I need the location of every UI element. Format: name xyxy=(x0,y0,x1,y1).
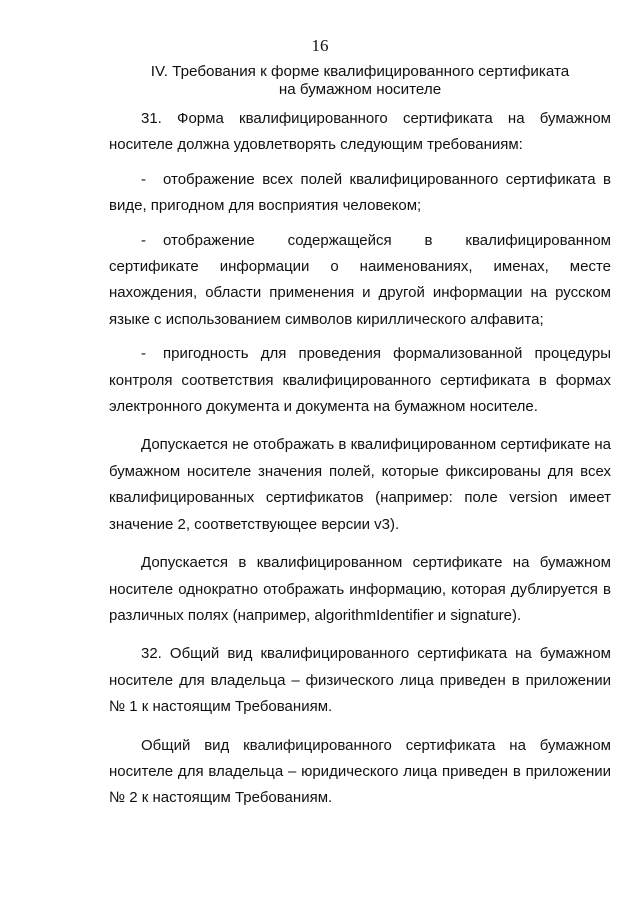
document-body xyxy=(109,106,611,820)
bullet-dash: - xyxy=(141,345,146,363)
bullet-item-1 xyxy=(109,167,611,220)
section-title-line-2: на бумажном носителе xyxy=(278,81,442,98)
bullet-item-3-text: пригодность для проведения формализованной процедуры контроля соответствия квалифицированного сертификата в формах электронного документа и документа на бумажном носителе. xyxy=(109,345,611,416)
paragraph-allowed-1: Допускается не отображать в квалифицированном сертификате на бумажном носителе значения полей, которые фиксированы для всех квалифицированных сертификатов (например: поле version имеет значение 2, соответствующее версии v3). xyxy=(109,436,611,533)
bullet-item-2 xyxy=(109,228,611,334)
paragraph-31: 31. Форма квалифицированного сертификата на бумажном носителе должна удовлетворять следующим требованиям: xyxy=(109,110,611,154)
bullet-item-1-text: отображение всех полей квалифицированного сертификата в виде, пригодном для восприятия человеком; xyxy=(109,170,611,215)
page-number: 16 xyxy=(311,36,329,55)
section-title xyxy=(100,63,620,99)
paragraph-32: 32. Общий вид квалифицированного сертификата на бумажном носителе для владельца – физического лица приведен в приложении № 1 к настоящим Требованиям. xyxy=(109,645,611,716)
bullet-dash: - xyxy=(141,170,146,188)
bullet-item-3 xyxy=(109,341,611,420)
bullet-item-2-text: отображение содержащейся в квалифицированном сертификате информации о наименованиях, именах, месте нахождения, области применения и другой информации на русском языке с использованием символов кириллического алфавита; xyxy=(109,231,611,328)
paragraph-general-view: Общий вид квалифицированного сертификата на бумажном носителе для владельца – юридического лица приведен в приложении № 2 к настоящим Требованиям. xyxy=(109,736,611,807)
section-title-line-1: IV. Требования к форме квалифицированного сертификата xyxy=(150,63,570,80)
bullet-dash: - xyxy=(141,231,146,249)
paragraph-allowed-2: Допускается в квалифицированном сертификате на бумажном носителе однократно отображать информацию, которая дублируется в различных полях (например, algorithmIdentifier и signature). xyxy=(109,554,611,624)
